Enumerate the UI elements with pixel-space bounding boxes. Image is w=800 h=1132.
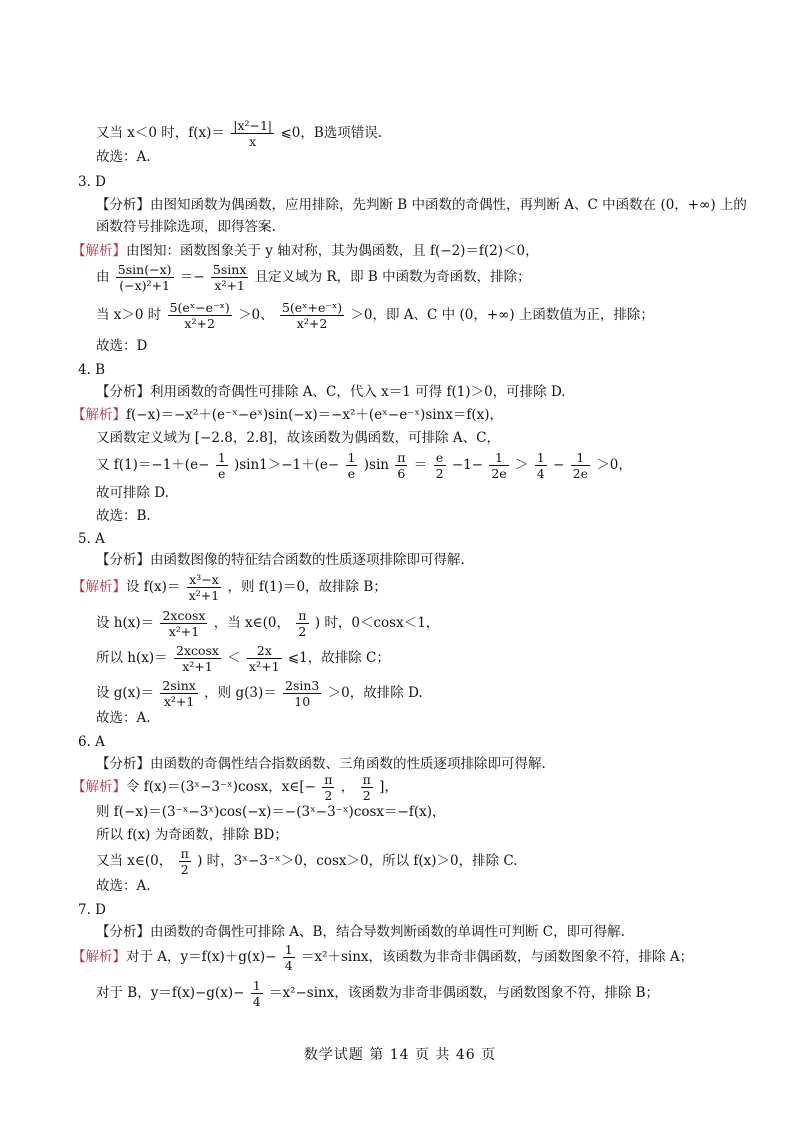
analysis-line: 【分析】由图知函数为偶函数，应用排除，先判断 B 中函数的奇偶性，再判断 A、C 中函数在 (0，+∞) 上的 (96, 197, 747, 213)
text: 由 (96, 269, 110, 285)
denominator: 2 (362, 788, 371, 803)
numerator: π (397, 450, 406, 465)
text: ， (340, 779, 355, 795)
fraction (187, 572, 222, 603)
text: 且定义域为 R，即 B 中函数为奇函数，排除； (254, 269, 531, 285)
denominator: x²+1 (163, 694, 195, 709)
solution-line: 则 f(−x)＝(3⁻ˣ−3ˣ)cos(−x)＝−(3ˣ−3⁻ˣ)cosx＝−f(x)， (96, 804, 446, 820)
numerator: |x²−1| (233, 118, 273, 133)
solution-line (96, 678, 423, 709)
fraction (160, 608, 207, 639)
text: 对于 A，y＝f(x)＋g(x)− (126, 949, 277, 965)
text: ＝− (179, 269, 205, 285)
text: ，则 g(3)＝ (204, 685, 277, 701)
fraction (116, 262, 174, 293)
analysis-line: 【分析】由函数的奇偶性结合指数函数、三角函数的性质逐项排除即可得解. (96, 756, 546, 772)
numerator: 2x (247, 643, 282, 659)
denominator: 2e (572, 466, 589, 481)
denominator: e (217, 466, 226, 481)
page-footer: 数学试题 第 14 页 共 46 页 (303, 1047, 497, 1063)
numerator: 5(eˣ−e⁻ˣ) (169, 300, 230, 315)
text-line: 故选：B. (96, 508, 151, 524)
solution-line (72, 772, 398, 803)
text: −1− (451, 457, 484, 473)
fraction (489, 450, 508, 481)
fraction (571, 450, 590, 481)
text: ) 时，0＜cosx＜1， (314, 615, 440, 631)
text: ＜ (227, 650, 241, 666)
fraction (361, 772, 373, 803)
fraction (247, 643, 282, 674)
fraction (395, 450, 407, 481)
denominator: 4 (284, 958, 293, 973)
text: 所以 h(x)＝ (96, 650, 168, 666)
denominator: 4 (536, 466, 545, 481)
denominator: 2 (324, 788, 333, 803)
denominator: 10 (294, 694, 311, 709)
text: 又当 x∈(0， (96, 853, 173, 869)
denominator: x²+2 (296, 316, 328, 331)
text-line: 故选：A. (96, 149, 151, 165)
text: ＝x²＋sinx，该函数为非奇非偶函数，与函数图象不符，排除 A； (300, 949, 694, 965)
solution-line (72, 942, 693, 973)
numerator: x³−x (187, 572, 222, 588)
fraction (160, 678, 197, 709)
fraction (322, 772, 334, 803)
denominator: 2 (435, 466, 444, 481)
text: ＞0，故排除 D. (327, 685, 423, 701)
question-number: 6. A (78, 734, 105, 750)
numerator: 1 (536, 450, 545, 465)
fraction (216, 450, 228, 481)
numerator: π (298, 608, 307, 623)
question-number: 5. A (78, 531, 105, 547)
solution-tag: 【解析】 (72, 407, 126, 423)
solution-line: 又函数定义域为 [−2.8，2.8]，故该函数为偶函数，可排除 A、C， (96, 430, 500, 446)
numerator: 5(eˣ+e⁻ˣ) (281, 300, 343, 315)
text-line: 故选：A. (96, 878, 151, 894)
analysis-line: 【分析】利用函数的奇偶性可排除 A、C，代入 x＝1 可得 f(1)＞0，可排除 D. (96, 384, 566, 400)
fraction (174, 643, 221, 674)
text: ＞0、 (238, 307, 274, 323)
text-line: 故选：A. (96, 710, 151, 726)
fraction (280, 300, 344, 331)
text: ＞0，即 A、C 中 (0，+∞) 上函数值为正，排除； (350, 307, 654, 323)
numerator: e (434, 450, 446, 466)
text: ) 时，3ˣ−3⁻ˣ＞0，cosx＞0，所以 f(x)＞0，排除 C. (197, 853, 518, 869)
text: 设 h(x)＝ (96, 615, 155, 631)
numerator: 1 (217, 450, 226, 465)
denominator: 2 (298, 624, 307, 639)
fraction (231, 118, 274, 149)
denominator: 2e (491, 466, 507, 481)
fraction (168, 300, 232, 331)
numerator: 1 (252, 978, 261, 993)
numerator: 1 (284, 942, 293, 957)
text: ，则 f(1)＝0，故排除 B； (227, 579, 387, 595)
solution-line (96, 643, 390, 674)
denominator: e (347, 466, 356, 481)
fraction (211, 262, 248, 293)
text: ]， (379, 779, 398, 795)
text: f(−x)＝−x²＋(e⁻ˣ−eˣ)sin(−x)＝−x²＋(eˣ−e⁻ˣ)sinx＝f(x)， (126, 407, 504, 423)
numerator: π (362, 772, 371, 787)
text: 当 x＞0 时 (96, 307, 162, 323)
solution-line (96, 846, 518, 877)
fraction (283, 678, 321, 709)
text: ＞ (515, 457, 529, 473)
fraction (283, 942, 295, 973)
denominator: x²+1 (214, 278, 245, 293)
analysis-line: 【分析】由函数的奇偶性可排除 A、B，结合导数判断函数的单调性可判断 C，即可得解. (96, 924, 625, 940)
solution-line (96, 262, 531, 293)
fraction (296, 608, 308, 639)
solution-line (96, 300, 654, 331)
numerator: 1 (347, 450, 356, 465)
denominator: 6 (397, 466, 406, 481)
denominator: 2 (180, 862, 189, 877)
text: ＝ (413, 457, 428, 473)
question-number: 3. D (78, 174, 106, 190)
solution-tag: 【解析】 (72, 779, 126, 795)
numerator: 2sinx (162, 678, 196, 693)
solution-tag: 【解析】 (72, 579, 126, 595)
fraction (179, 846, 191, 877)
solution-line (96, 608, 439, 639)
numerator: 1 (571, 450, 590, 466)
numerator: 1 (489, 450, 508, 466)
numerator: 2xcosx (162, 608, 206, 623)
denominator: (−x)²+1 (119, 278, 170, 293)
text: 又 f(1)＝−1＋(e− (96, 457, 210, 473)
text: )sin1＞−1＋(e− (233, 457, 340, 473)
text: 对于 B，y＝f(x)−g(x)− (96, 985, 245, 1001)
solution-line (96, 450, 632, 481)
numerator: 5sinx (212, 262, 247, 277)
text: − (553, 457, 565, 473)
denominator: x²+1 (182, 659, 213, 674)
analysis-line: 函数符号排除选项，即得答案. (96, 219, 276, 235)
solution-line (72, 572, 387, 603)
fraction (535, 450, 547, 481)
fraction (434, 450, 446, 481)
denominator: x (249, 134, 257, 149)
numerator: 2xcosx (175, 643, 219, 658)
question-number: 4. B (78, 362, 106, 378)
numerator: π (180, 846, 189, 861)
fraction (346, 450, 358, 481)
text: ⩽0，B选项错误. (280, 125, 383, 141)
text: ＞0， (596, 457, 632, 473)
text: 设 g(x)＝ (96, 685, 155, 701)
solution-line (72, 409, 503, 423)
denominator: x²+1 (188, 588, 220, 603)
numerator: π (324, 772, 333, 787)
question-number: 7. D (78, 902, 106, 918)
text: ，当 x∈(0， (213, 615, 290, 631)
text-line (96, 118, 382, 149)
numerator: 5sin(−x) (117, 262, 172, 277)
text: 又当 x＜0 时，f(x)＝ (96, 125, 225, 141)
text: )sin (363, 457, 389, 473)
text-line: 故可排除 D. (96, 485, 169, 501)
numerator: 2sin3 (285, 678, 320, 693)
fraction (251, 978, 263, 1009)
text: 设 f(x)＝ (126, 579, 181, 595)
solution-tag: 【解析】 (72, 243, 126, 259)
text-line: 故选：D (96, 338, 148, 354)
solution-line (72, 245, 539, 259)
denominator: x²+2 (184, 316, 215, 331)
denominator: x²+1 (168, 624, 200, 639)
denominator: x²+1 (249, 659, 280, 674)
solution-line: 所以 f(x) 为奇函数，排除 BD； (96, 827, 288, 843)
solution-line (96, 978, 659, 1009)
analysis-line: 【分析】由函数图像的特征结合函数的性质逐项排除即可得解. (96, 552, 465, 568)
text: 令 f(x)＝(3ˣ−3⁻ˣ)cosx，x∈[− (126, 779, 316, 795)
solution-tag: 【解析】 (72, 949, 126, 965)
text: ＝x²−sinx，该函数为非奇非偶函数，与函数图象不符，排除 B； (268, 985, 660, 1001)
text: 由图知：函数图象关于 y 轴对称，其为偶函数，且 f(−2)＝f(2)＜0， (126, 243, 539, 259)
text: ⩽1，故排除 C； (287, 650, 390, 666)
denominator: 4 (252, 994, 261, 1009)
